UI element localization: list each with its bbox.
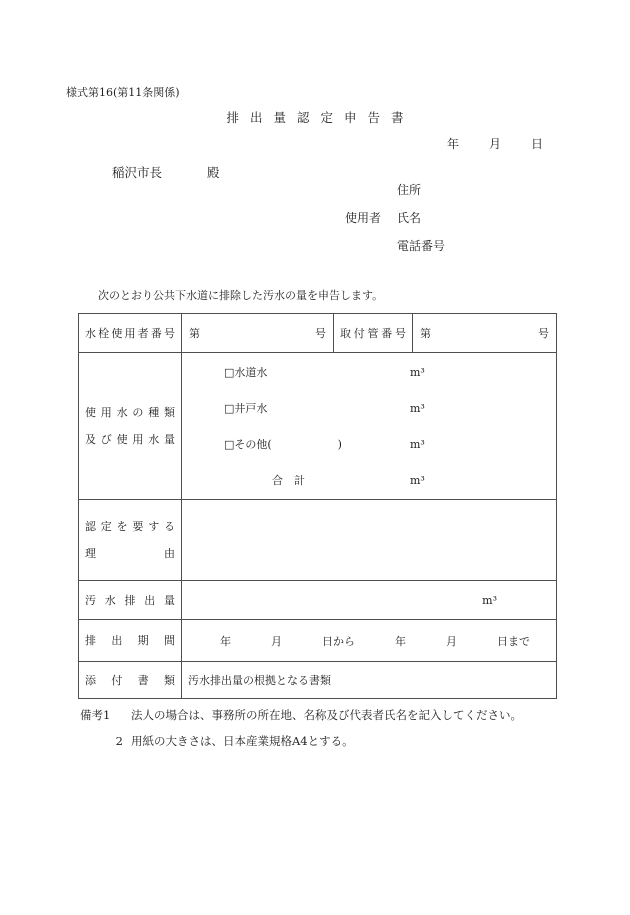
table-row — [79, 620, 557, 662]
number-suffix: 号 — [315, 327, 326, 340]
addressee-line — [112, 163, 220, 181]
period-day-to: 日まで — [497, 634, 530, 648]
period-month-to: 月 — [446, 634, 457, 648]
number-suffix: 号 — [538, 327, 549, 340]
remarks-block — [80, 708, 522, 748]
remark-1-number: 備考1 — [80, 708, 111, 722]
sewage-label: 汚水排出量 — [85, 593, 175, 607]
period-year-to: 年 — [395, 634, 406, 648]
user-label: 使用者 — [345, 211, 382, 225]
water-usage-label-cell — [79, 353, 182, 500]
document-title: 排出量認定申告書 — [226, 110, 415, 125]
period-label: 排出期間 — [85, 634, 175, 647]
remark-2-text: 用紙の大きさは、日本産業規格A4とする。 — [131, 734, 354, 748]
table-row — [79, 314, 557, 353]
water-item-well — [224, 390, 556, 426]
water-usage-label-line2: 及び使用水量 — [85, 433, 175, 446]
attachments-value: 汚水排出量の根拠となる書類 — [188, 674, 331, 687]
checkbox-waterworks: □水道水 — [224, 366, 268, 379]
water-item-waterworks — [224, 354, 556, 390]
number-prefix: 第 — [189, 327, 200, 340]
pipe-number-value-cell — [413, 314, 557, 353]
declaration-table — [78, 313, 557, 699]
remark-1-text: 法人の場合は、事務所の所在地、名称及び代表者氏名を記入してください。 — [131, 708, 522, 722]
address-label: 住所 — [397, 183, 422, 197]
checkbox-other: □その他( ) — [224, 438, 342, 451]
intro-sentence: 次のとおり公共下水道に排除した汚水の量を申告します。 — [98, 289, 384, 302]
unit-cubic-meter: m³ — [410, 401, 425, 415]
form-number: 様式第16(第11条関係) — [66, 86, 180, 99]
reason-label-line2: 理由 — [85, 547, 175, 560]
number-prefix: 第 — [420, 327, 431, 340]
period-year-from: 年 — [220, 634, 231, 648]
period-label-cell — [79, 620, 182, 662]
applicant-spacer — [345, 240, 397, 253]
attachments-label-cell — [79, 662, 182, 699]
date-year-label: 年 — [446, 137, 459, 151]
table-row — [79, 662, 557, 699]
unit-cubic-meter: m³ — [410, 437, 425, 451]
reason-label-line1: 認定を要する — [85, 520, 175, 533]
table-row — [79, 581, 557, 620]
period-value-cell — [182, 620, 557, 662]
reason-value-cell — [182, 500, 557, 581]
date-line — [447, 135, 543, 152]
period-month-from: 月 — [271, 634, 282, 648]
reason-label-cell — [79, 500, 182, 581]
unit-cubic-meter: m³ — [410, 473, 425, 487]
sewage-label-cell — [79, 581, 182, 620]
attachments-value-cell — [182, 662, 557, 699]
water-item-other — [224, 426, 556, 462]
date-month-label: 月 — [488, 137, 501, 151]
table-row — [79, 500, 557, 581]
name-label: 氏名 — [397, 211, 422, 225]
phone-label: 電話番号 — [397, 239, 446, 253]
applicant-spacer — [345, 184, 397, 197]
attachments-label: 添付書類 — [85, 673, 175, 687]
date-day-label: 日 — [530, 137, 543, 151]
addressee-name: 稲沢市長 — [112, 165, 163, 180]
applicant-block — [345, 184, 445, 253]
tap-user-number-label: 水栓使用者番号 — [85, 326, 175, 340]
table-row — [79, 353, 557, 500]
water-item-total — [224, 462, 556, 498]
pipe-number-label: 取付管番号 — [340, 326, 406, 340]
water-usage-value-cell — [182, 353, 557, 500]
remark-2-number: 2 — [115, 734, 123, 748]
checkbox-well: □井戸水 — [224, 402, 268, 415]
unit-cubic-meter: m³ — [410, 365, 425, 379]
sewage-value-cell — [182, 581, 557, 620]
addressee-honorific: 殿 — [207, 165, 220, 180]
water-usage-label-line1: 使用水の種類 — [85, 406, 175, 419]
unit-cubic-meter: m³ — [482, 593, 497, 607]
period-day-from: 日から — [322, 634, 355, 648]
tap-user-number-value-cell — [182, 314, 334, 353]
total-label: 合 計 — [272, 474, 305, 487]
tap-user-number-label-cell — [79, 314, 182, 353]
pipe-number-label-cell — [334, 314, 413, 353]
